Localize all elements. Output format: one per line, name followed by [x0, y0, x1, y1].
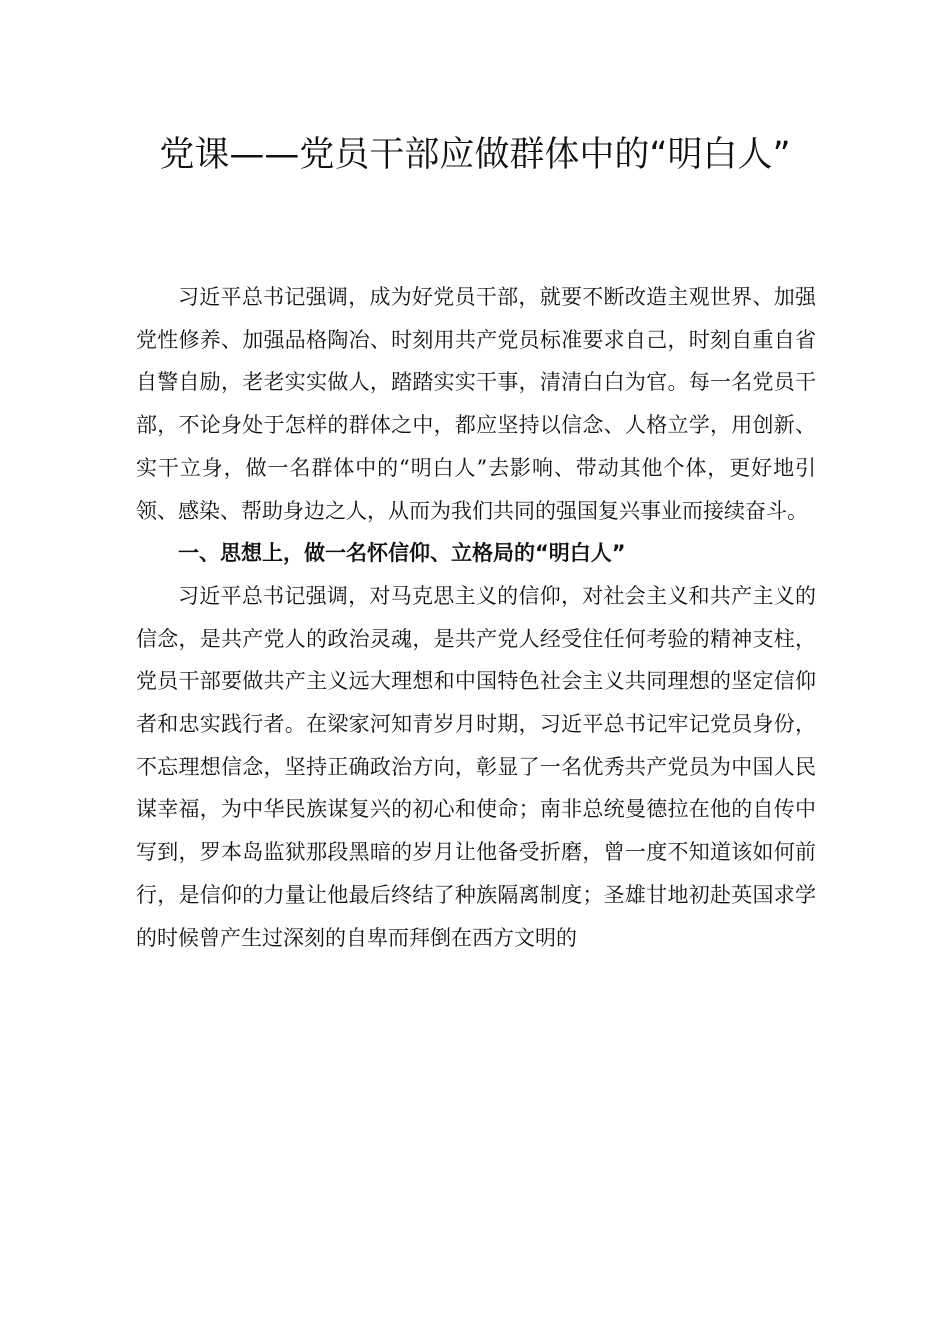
document-title: 党课——党员干部应做群体中的“明白人” — [159, 135, 791, 175]
section-heading: 一、思想上，做一名怀信仰、立格局的“明白人” — [178, 541, 626, 566]
intro-paragraph: 习近平总书记强调，成为好党员干部，就要不断改造主观世界、加强党性修养、加强品格陶冶、时刻用共产党员标准要求自己，时刻自重自省自警自励，老老实实做人，踏踏实实干事，清清白白为官。每一名党员干部，不论身处于怎样的群体之中，都应坚持以信念、人格立学，用创新、实干立身，做一名群体中的“明白人”去影响、带动其他个体，更好地引领、感染、帮助身边之人，从而为我们共同的强国复兴事业而接续奋斗。 — [136, 285, 816, 523]
section-paragraph: 习近平总书记强调，对马克思主义的信仰，对社会主义和共产主义的信念，是共产党人的政治灵魂，是共产党人经受住任何考验的精神支柱，党员干部要做共产主义远大理想和中国特色社会主义共同理想的坚定信仰者和忠实践行者。在梁家河知青岁月时期，习近平总书记牢记党员身份，不忘理想信念，坚持正确政治方向，彰显了一名优秀共产党员为中国人民谋幸福，为中华民族谋复兴的初心和使命；南非总统曼德拉在他的自传中写到，罗本岛监狱那段黑暗的岁月让他备受折磨，曾一度不知道该如何前行，是信仰的力量让他最后终结了种族隔离制度；圣雄甘地初赴英国求学的时候曾产生过深刻的自卑而拜倒在西方文明的 — [136, 583, 816, 950]
document-body — [136, 276, 816, 959]
